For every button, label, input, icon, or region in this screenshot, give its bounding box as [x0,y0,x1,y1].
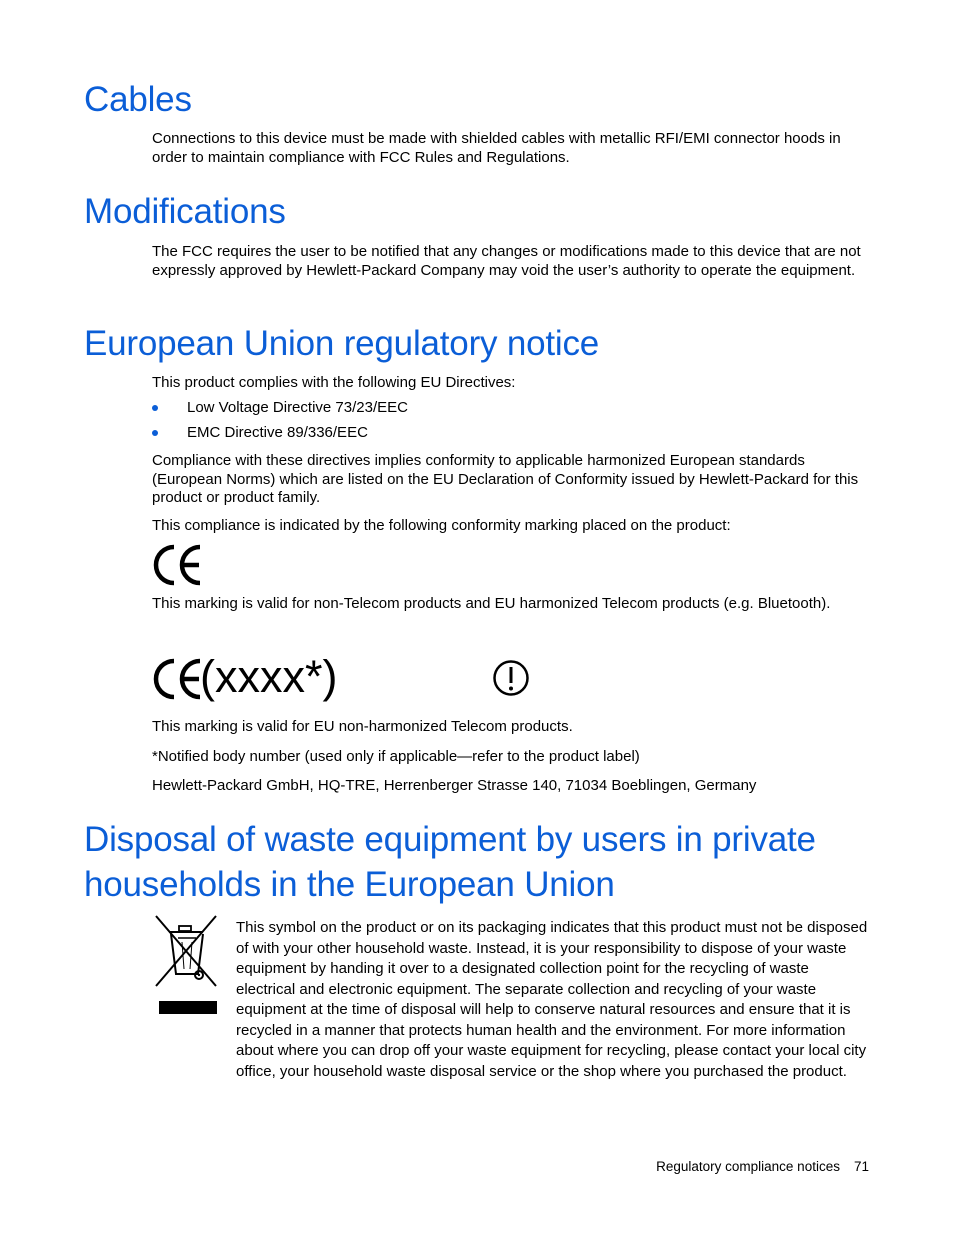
alert-circle-icon [492,659,530,697]
cables-text: Connections to this device must be made with shielded cables with metallic RFI/EMI connector hoods in order to maintain compliance with FCC Rules and Regulations. [152,130,841,166]
eu-address: Hewlett-Packard GmbH, HQ-TRE, Herrenberger Strasse 140, 71034 Boeblingen, Germany [152,777,757,794]
ce-mark-icon [152,544,204,591]
eu-intro: This product complies with the following EU Directives: [152,374,516,391]
heading-eu-notice: European Union regulatory notice [84,324,600,363]
modifications-text: The FCC requires the user to be notified that any changes or modifications made to this device that are not expressly approved by Hewlett-Packard Company may void the user’s authority to operate the equipment. [152,243,861,279]
bullet-icon [152,405,158,411]
heading-modifications: Modifications [84,192,286,231]
footer-label: Regulatory compliance notices [656,1159,840,1174]
eu-notified-body: *Notified body number (used only if applicable—refer to the product label) [152,748,640,765]
directive-label: Low Voltage Directive 73/23/EEC [187,399,408,416]
disposal-text: This symbol on the product or on its packaging indicates that this product must not be disposed of with your other household waste. Instead, it is your responsibility to dispose of your waste equipment by handing it over to a designated collection point for the recycling of waste electrical and electronic equipment. The separate collection and recycling of your waste equipment at the time of disposal will help to conserve natural resources and ensure that it is recycled in a manner that protects human health and the environment. For more information about where you can drop off your waste equipment for recycling, please contact your local city office, your household waste disposal service or the shop where you purchased the product. [236,919,868,1080]
eu-compliance: Compliance with these directives implies conformity to applicable harmonized European standards (European Norms) which are listed on the EU Declaration of Conformity issued by Hewlett-Packard for this product or product family. [152,452,859,507]
heading-cables: Cables [84,80,192,119]
ce-notified-mark-text: (xxxx*) [200,651,338,702]
weee-bin-icon [152,914,224,1023]
heading-disposal-line2: households in the European Union [84,865,615,904]
eu-indicated: This compliance is indicated by the following conformity marking placed on the product: [152,517,731,534]
eu-marking-valid-1: This marking is valid for non-Telecom products and EU harmonized Telecom products (e.g. Bluetooth). [152,595,831,612]
bullet-icon [152,430,158,436]
heading-disposal-line1: Disposal of waste equipment by users in private [84,820,816,859]
directive-label: EMC Directive 89/336/EEC [187,424,368,441]
page-number: 71 [853,1159,869,1174]
page-footer [656,1159,869,1174]
eu-marking-valid-2: This marking is valid for EU non-harmonized Telecom products. [152,718,573,735]
ce-notified-mark-icon [152,651,392,702]
